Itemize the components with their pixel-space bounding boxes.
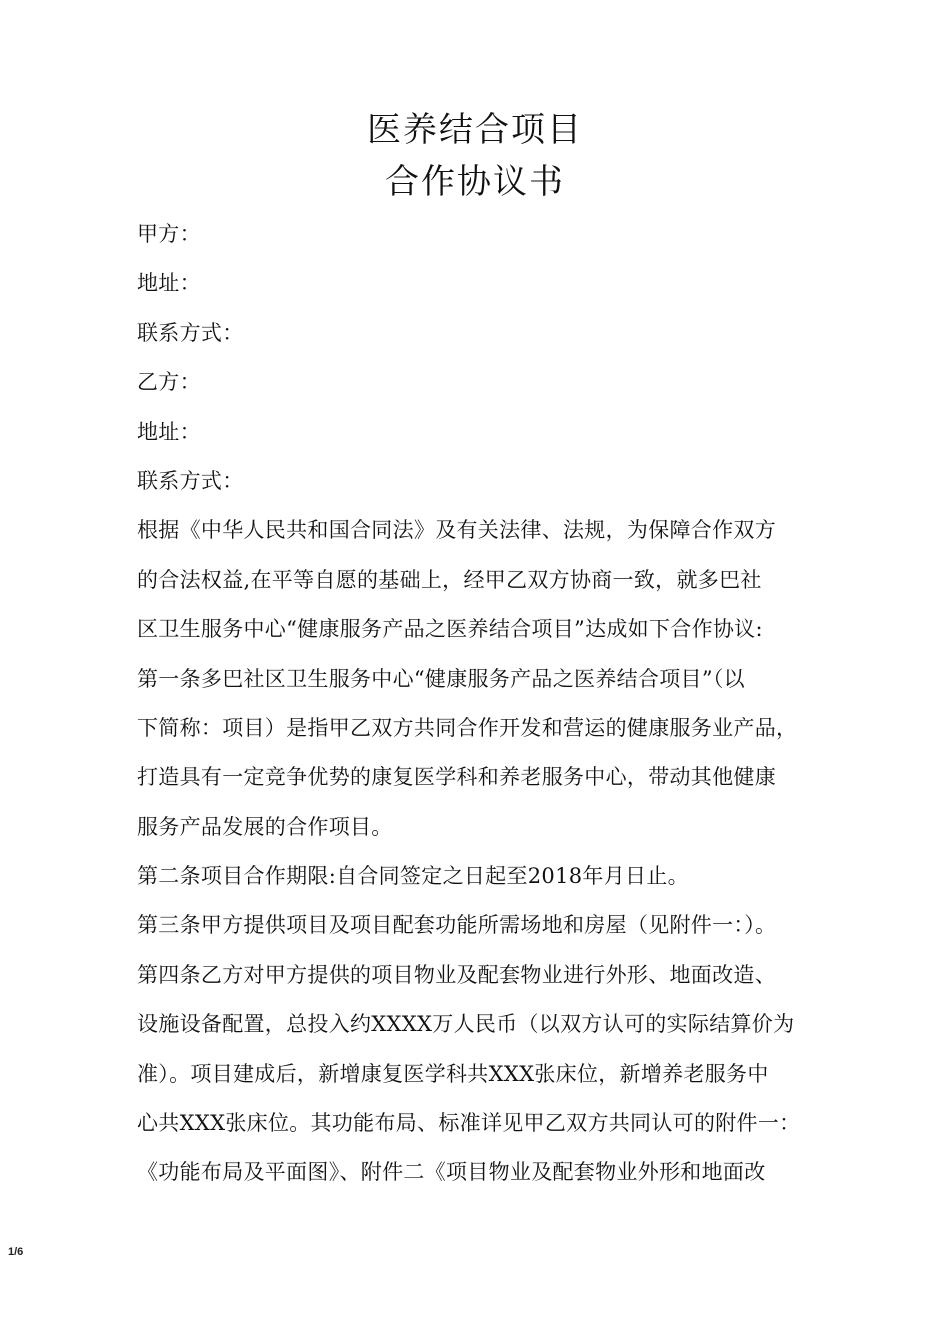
party-b-label: 乙方：: [137, 370, 201, 395]
document-title: [0, 104, 950, 208]
party-a-label: 甲方：: [137, 222, 201, 246]
party-b-contact-label: 联系方式：: [137, 468, 244, 493]
party-b-address-label: 地址：: [137, 419, 201, 444]
party-a-address-label: 地址：: [137, 271, 201, 296]
article-4-line: 心共XXX张床位。其功能布局、标准详见甲乙双方共同认可的附件一：: [137, 1111, 801, 1136]
article-1-line: 服务产品发展的合作项目。: [137, 814, 393, 839]
title-line-2: 合作协议书: [385, 162, 565, 202]
page-number: 1/6: [8, 1246, 24, 1258]
article-4-line: 准）。项目建成后，新增康复医学科共XXX张床位，新增养老服务中: [137, 1061, 769, 1086]
preamble-line: 区卫生服务中心“健康服务产品之医养结合项目”达成如下合作协议:: [137, 617, 763, 642]
article-1-line: 打造具有一定竞争优势的康复医学科和养老服务中心，带动其他健康: [137, 765, 776, 790]
title-line-1: 医养结合项目: [367, 110, 583, 150]
article-1-line: 第一条多巴社区卫生服务中心“健康服务产品之医养结合项目”（以: [137, 666, 745, 691]
article-4-line: 第四条乙方对甲方提供的项目物业及配套物业进行外形、地面改造、: [137, 962, 776, 987]
document-body: [137, 210, 827, 1198]
party-a-contact-label: 联系方式：: [137, 320, 244, 345]
preamble-line: 根据《中华人民共和国合同法》及有关法律、法规，为保障合作双方: [137, 518, 776, 543]
preamble-line: 的合法权益,在平等自愿的基础上，经甲乙双方协商一致，就多巴社: [137, 567, 762, 592]
article-3-line: 第三条甲方提供项目及项目配套功能所需场地和房屋（见附件一：）。: [137, 913, 777, 938]
article-2-line: 第二条项目合作期限:自合同签定之日起至2018年月日止。: [137, 864, 689, 889]
article-4-line: 《功能布局及平面图》、附件二《项目物业及配套物业外形和地面改: [137, 1160, 766, 1185]
article-4-line: 设施设备配置，总投入约XXXX万人民币（以双方认可的实际结算价为: [137, 1012, 795, 1037]
article-1-line: 下简称：项目）是指甲乙双方共同合作开发和营运的健康服务业产品，: [137, 715, 798, 740]
